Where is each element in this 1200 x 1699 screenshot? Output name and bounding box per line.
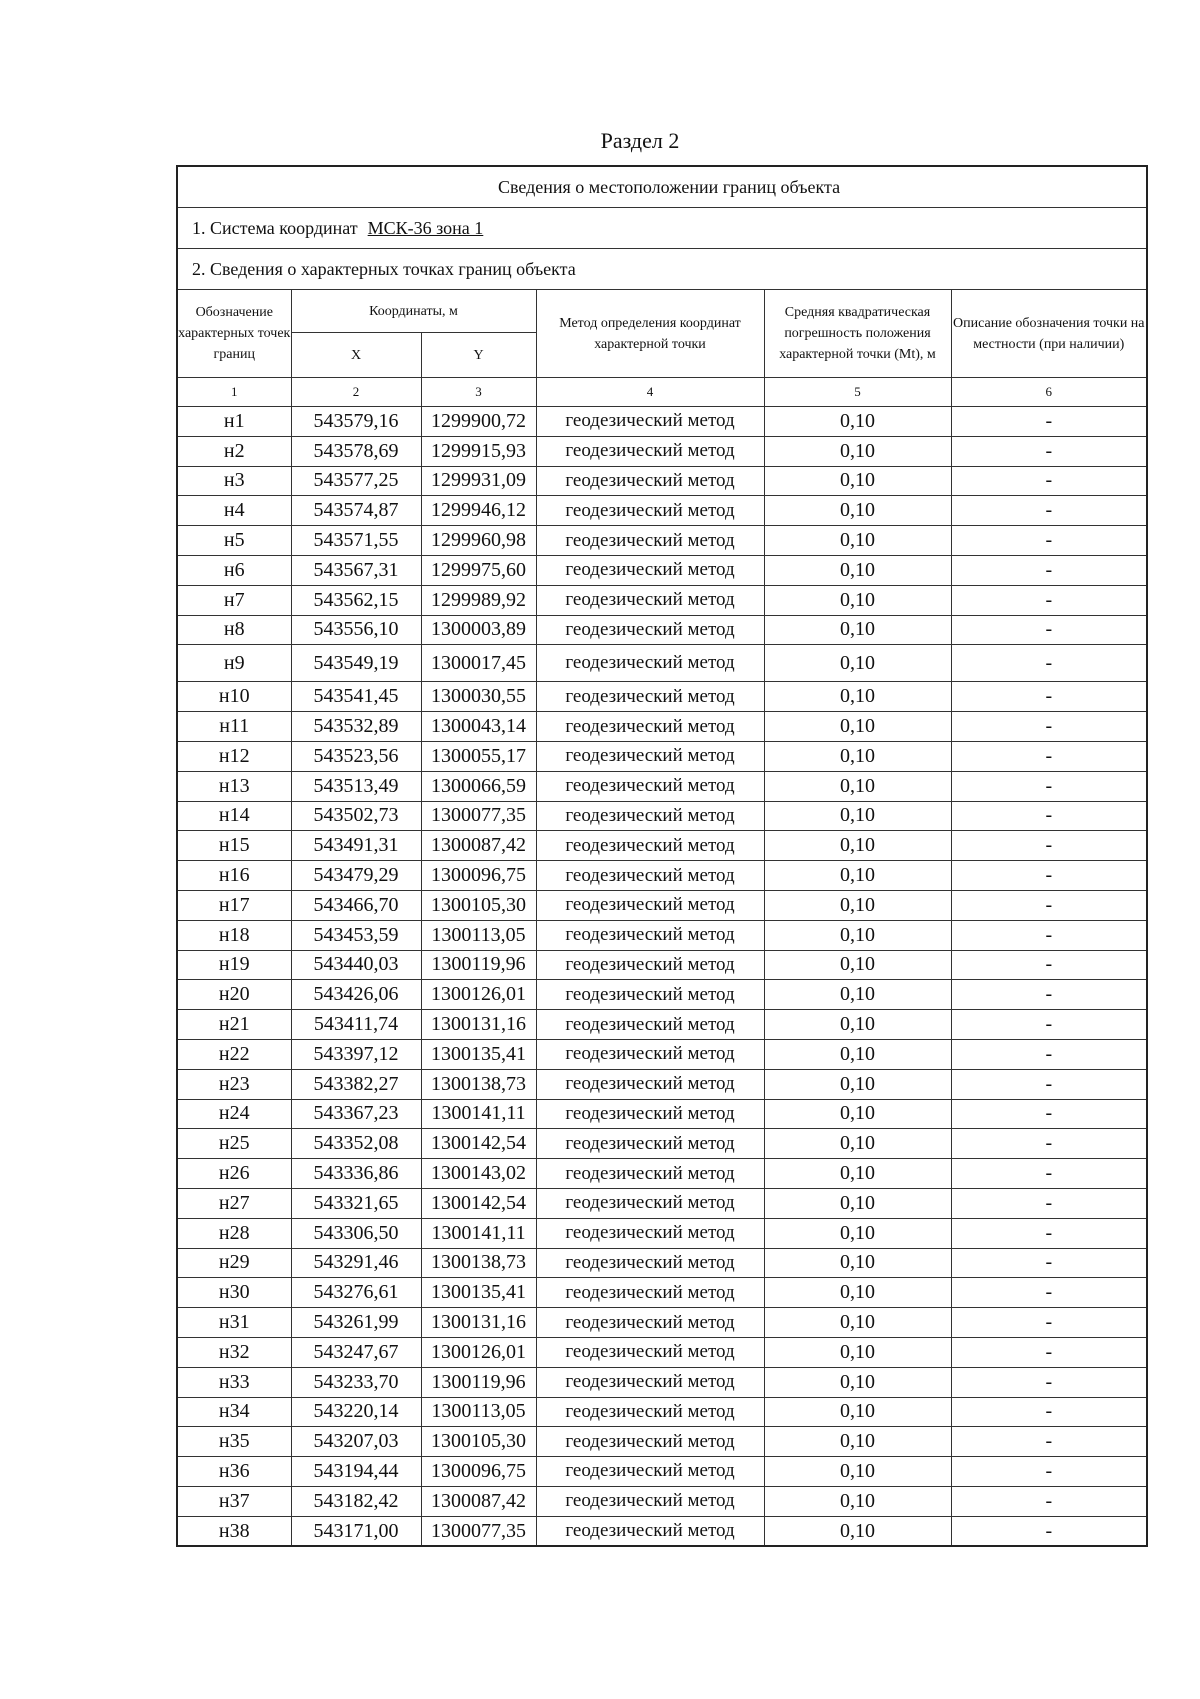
- y-coordinate-cell: 1300087,42: [421, 1486, 536, 1516]
- description-cell: -: [951, 712, 1147, 742]
- description-cell: -: [951, 645, 1147, 682]
- point-name-cell: н23: [177, 1069, 291, 1099]
- accuracy-cell: 0,10: [764, 771, 951, 801]
- point-name-cell: н22: [177, 1039, 291, 1069]
- x-coordinate-cell: 543579,16: [291, 407, 421, 437]
- x-coordinate-cell: 543207,03: [291, 1427, 421, 1457]
- accuracy-cell: 0,10: [764, 1099, 951, 1129]
- accuracy-cell: 0,10: [764, 407, 951, 437]
- description-cell: -: [951, 741, 1147, 771]
- method-cell: геодезический метод: [536, 555, 764, 585]
- x-coordinate-cell: 543571,55: [291, 526, 421, 556]
- x-coordinate-cell: 543502,73: [291, 801, 421, 831]
- column-number: 4: [536, 378, 764, 407]
- accuracy-cell: 0,10: [764, 801, 951, 831]
- y-coordinate-cell: 1300131,16: [421, 1308, 536, 1338]
- table-row: [177, 1248, 1147, 1278]
- description-cell: -: [951, 1427, 1147, 1457]
- table-row: [177, 585, 1147, 615]
- table-row: [177, 1099, 1147, 1129]
- method-cell: геодезический метод: [536, 712, 764, 742]
- description-cell: -: [951, 466, 1147, 496]
- y-coordinate-cell: 1299900,72: [421, 407, 536, 437]
- y-coordinate-cell: 1299975,60: [421, 555, 536, 585]
- table-row: [177, 1188, 1147, 1218]
- y-coordinate-cell: 1300066,59: [421, 771, 536, 801]
- table-row: [177, 1278, 1147, 1308]
- method-cell: геодезический метод: [536, 1010, 764, 1040]
- description-cell: -: [951, 980, 1147, 1010]
- x-coordinate-cell: 543577,25: [291, 466, 421, 496]
- description-cell: -: [951, 1099, 1147, 1129]
- method-cell: геодезический метод: [536, 436, 764, 466]
- method-cell: геодезический метод: [536, 741, 764, 771]
- x-coordinate-cell: 543382,27: [291, 1069, 421, 1099]
- x-coordinate-cell: 543276,61: [291, 1278, 421, 1308]
- accuracy-cell: 0,10: [764, 890, 951, 920]
- x-coordinate-cell: 543411,74: [291, 1010, 421, 1040]
- point-name-cell: н25: [177, 1129, 291, 1159]
- table-row: [177, 861, 1147, 891]
- y-coordinate-cell: 1300138,73: [421, 1248, 536, 1278]
- method-cell: геодезический метод: [536, 1069, 764, 1099]
- method-cell: геодезический метод: [536, 1129, 764, 1159]
- x-coordinate-cell: 543247,67: [291, 1337, 421, 1367]
- accuracy-cell: 0,10: [764, 682, 951, 712]
- accuracy-cell: 0,10: [764, 950, 951, 980]
- table-row: [177, 436, 1147, 466]
- accuracy-cell: 0,10: [764, 1337, 951, 1367]
- method-cell: геодезический метод: [536, 585, 764, 615]
- table-row: [177, 1337, 1147, 1367]
- x-coordinate-cell: 543541,45: [291, 682, 421, 712]
- table-row: [177, 890, 1147, 920]
- table-row: [177, 555, 1147, 585]
- table-row: [177, 1039, 1147, 1069]
- point-name-cell: н13: [177, 771, 291, 801]
- point-name-cell: н9: [177, 645, 291, 682]
- point-name-cell: н37: [177, 1486, 291, 1516]
- point-name-cell: н32: [177, 1337, 291, 1367]
- table-row: [177, 980, 1147, 1010]
- y-coordinate-cell: 1300141,11: [421, 1218, 536, 1248]
- y-coordinate-cell: 1300141,11: [421, 1099, 536, 1129]
- x-coordinate-cell: 543426,06: [291, 980, 421, 1010]
- accuracy-cell: 0,10: [764, 980, 951, 1010]
- table-row: [177, 712, 1147, 742]
- x-coordinate-cell: 543220,14: [291, 1397, 421, 1427]
- table-row: [177, 741, 1147, 771]
- accuracy-cell: 0,10: [764, 1278, 951, 1308]
- description-cell: -: [951, 801, 1147, 831]
- description-cell: -: [951, 1516, 1147, 1546]
- x-coordinate-cell: 543194,44: [291, 1457, 421, 1487]
- y-coordinate-cell: 1300142,54: [421, 1188, 536, 1218]
- point-name-cell: н33: [177, 1367, 291, 1397]
- table-row: [177, 1516, 1147, 1546]
- table-row: [177, 526, 1147, 556]
- table-row: [177, 1010, 1147, 1040]
- point-name-cell: н29: [177, 1248, 291, 1278]
- method-cell: геодезический метод: [536, 1308, 764, 1338]
- description-cell: -: [951, 1308, 1147, 1338]
- method-cell: геодезический метод: [536, 526, 764, 556]
- point-name-cell: н1: [177, 407, 291, 437]
- accuracy-cell: 0,10: [764, 861, 951, 891]
- x-coordinate-cell: 543233,70: [291, 1367, 421, 1397]
- accuracy-cell: 0,10: [764, 1486, 951, 1516]
- accuracy-cell: 0,10: [764, 1308, 951, 1338]
- table-title-row: [177, 166, 1147, 208]
- accuracy-cell: 0,10: [764, 920, 951, 950]
- accuracy-cell: 0,10: [764, 1397, 951, 1427]
- header-description: Описание обозначения точки на местности (при наличии): [951, 290, 1147, 378]
- table-row: [177, 1427, 1147, 1457]
- x-coordinate-cell: 543171,00: [291, 1516, 421, 1546]
- x-coordinate-cell: 543321,65: [291, 1188, 421, 1218]
- point-name-cell: н4: [177, 496, 291, 526]
- coord-system-value: МСК-36 зона 1: [367, 217, 484, 238]
- accuracy-cell: 0,10: [764, 526, 951, 556]
- point-name-cell: н17: [177, 890, 291, 920]
- y-coordinate-cell: 1300138,73: [421, 1069, 536, 1099]
- column-number: 5: [764, 378, 951, 407]
- description-cell: -: [951, 1069, 1147, 1099]
- column-number: 2: [291, 378, 421, 407]
- x-coordinate-cell: 543453,59: [291, 920, 421, 950]
- x-coordinate-cell: 543513,49: [291, 771, 421, 801]
- table-row: [177, 831, 1147, 861]
- accuracy-cell: 0,10: [764, 1129, 951, 1159]
- method-cell: геодезический метод: [536, 1099, 764, 1129]
- method-cell: геодезический метод: [536, 1337, 764, 1367]
- method-cell: геодезический метод: [536, 831, 764, 861]
- accuracy-cell: 0,10: [764, 1010, 951, 1040]
- description-cell: -: [951, 682, 1147, 712]
- point-name-cell: н34: [177, 1397, 291, 1427]
- point-name-cell: н2: [177, 436, 291, 466]
- table-row: [177, 801, 1147, 831]
- description-cell: -: [951, 771, 1147, 801]
- point-name-cell: н35: [177, 1427, 291, 1457]
- x-coordinate-cell: 543352,08: [291, 1129, 421, 1159]
- x-coordinate-cell: 543182,42: [291, 1486, 421, 1516]
- description-cell: -: [951, 1010, 1147, 1040]
- accuracy-cell: 0,10: [764, 712, 951, 742]
- x-coordinate-cell: 543306,50: [291, 1218, 421, 1248]
- accuracy-cell: 0,10: [764, 1248, 951, 1278]
- method-cell: геодезический метод: [536, 801, 764, 831]
- x-coordinate-cell: 543367,23: [291, 1099, 421, 1129]
- y-coordinate-cell: 1300135,41: [421, 1278, 536, 1308]
- accuracy-cell: 0,10: [764, 1427, 951, 1457]
- table-row: [177, 645, 1147, 682]
- method-cell: геодезический метод: [536, 615, 764, 645]
- table-row: [177, 950, 1147, 980]
- table-row: [177, 496, 1147, 526]
- point-name-cell: н20: [177, 980, 291, 1010]
- description-cell: -: [951, 1457, 1147, 1487]
- point-name-cell: н27: [177, 1188, 291, 1218]
- description-cell: -: [951, 1129, 1147, 1159]
- accuracy-cell: 0,10: [764, 555, 951, 585]
- table-row: [177, 1367, 1147, 1397]
- table-row: [177, 682, 1147, 712]
- accuracy-cell: 0,10: [764, 1159, 951, 1189]
- method-cell: геодезический метод: [536, 407, 764, 437]
- description-cell: -: [951, 950, 1147, 980]
- description-cell: -: [951, 920, 1147, 950]
- coord-system-row: [177, 208, 1147, 249]
- point-name-cell: н5: [177, 526, 291, 556]
- method-cell: геодезический метод: [536, 1159, 764, 1189]
- table-row: [177, 1218, 1147, 1248]
- method-cell: геодезический метод: [536, 645, 764, 682]
- y-coordinate-cell: 1299931,09: [421, 466, 536, 496]
- y-coordinate-cell: 1299989,92: [421, 585, 536, 615]
- accuracy-cell: 0,10: [764, 645, 951, 682]
- description-cell: -: [951, 1486, 1147, 1516]
- header-point: Обозначение характерных точек границ: [177, 290, 291, 378]
- y-coordinate-cell: 1300126,01: [421, 1337, 536, 1367]
- description-cell: -: [951, 436, 1147, 466]
- y-coordinate-cell: 1300096,75: [421, 861, 536, 891]
- header-y: Y: [421, 333, 536, 378]
- y-coordinate-cell: 1300096,75: [421, 1457, 536, 1487]
- column-number: 6: [951, 378, 1147, 407]
- method-cell: геодезический метод: [536, 682, 764, 712]
- description-cell: -: [951, 861, 1147, 891]
- accuracy-cell: 0,10: [764, 1516, 951, 1546]
- y-coordinate-cell: 1300055,17: [421, 741, 536, 771]
- x-coordinate-cell: 543532,89: [291, 712, 421, 742]
- boundary-points-table: [176, 165, 1148, 1547]
- description-cell: -: [951, 526, 1147, 556]
- accuracy-cell: 0,10: [764, 496, 951, 526]
- column-number: 3: [421, 378, 536, 407]
- y-coordinate-cell: 1299946,12: [421, 496, 536, 526]
- header-method: Метод определения координат характерной точки: [536, 290, 764, 378]
- method-cell: геодезический метод: [536, 980, 764, 1010]
- y-coordinate-cell: 1300077,35: [421, 1516, 536, 1546]
- header-x: X: [291, 333, 421, 378]
- x-coordinate-cell: 543578,69: [291, 436, 421, 466]
- point-name-cell: н36: [177, 1457, 291, 1487]
- method-cell: геодезический метод: [536, 950, 764, 980]
- description-cell: -: [951, 831, 1147, 861]
- table-row: [177, 615, 1147, 645]
- accuracy-cell: 0,10: [764, 436, 951, 466]
- point-name-cell: н16: [177, 861, 291, 891]
- method-cell: геодезический метод: [536, 1367, 764, 1397]
- y-coordinate-cell: 1300105,30: [421, 1427, 536, 1457]
- x-coordinate-cell: 543291,46: [291, 1248, 421, 1278]
- y-coordinate-cell: 1300143,02: [421, 1159, 536, 1189]
- point-name-cell: н31: [177, 1308, 291, 1338]
- table-row: [177, 1069, 1147, 1099]
- y-coordinate-cell: 1300135,41: [421, 1039, 536, 1069]
- header-error: Средняя квадратическая погрешность положения характерной точки (Mt), м: [764, 290, 951, 378]
- column-numbers-row: [177, 378, 1147, 407]
- y-coordinate-cell: 1300077,35: [421, 801, 536, 831]
- point-name-cell: н38: [177, 1516, 291, 1546]
- method-cell: геодезический метод: [536, 1039, 764, 1069]
- y-coordinate-cell: 1300030,55: [421, 682, 536, 712]
- method-cell: геодезический метод: [536, 1516, 764, 1546]
- description-cell: -: [951, 1337, 1147, 1367]
- point-name-cell: н30: [177, 1278, 291, 1308]
- section-title: Раздел 2: [600, 128, 680, 153]
- x-coordinate-cell: 543397,12: [291, 1039, 421, 1069]
- points-heading: 2. Сведения о характерных точках границ объекта: [177, 249, 1147, 290]
- accuracy-cell: 0,10: [764, 741, 951, 771]
- accuracy-cell: 0,10: [764, 1457, 951, 1487]
- point-name-cell: н15: [177, 831, 291, 861]
- accuracy-cell: 0,10: [764, 466, 951, 496]
- description-cell: -: [951, 1039, 1147, 1069]
- accuracy-cell: 0,10: [764, 1188, 951, 1218]
- point-name-cell: н14: [177, 801, 291, 831]
- method-cell: геодезический метод: [536, 1218, 764, 1248]
- description-cell: -: [951, 1367, 1147, 1397]
- y-coordinate-cell: 1300126,01: [421, 980, 536, 1010]
- method-cell: геодезический метод: [536, 920, 764, 950]
- description-cell: -: [951, 1397, 1147, 1427]
- point-name-cell: н24: [177, 1099, 291, 1129]
- method-cell: геодезический метод: [536, 1248, 764, 1278]
- accuracy-cell: 0,10: [764, 585, 951, 615]
- table-row: [177, 1457, 1147, 1487]
- method-cell: геодезический метод: [536, 1278, 764, 1308]
- table-row: [177, 407, 1147, 437]
- y-coordinate-cell: 1299960,98: [421, 526, 536, 556]
- method-cell: геодезический метод: [536, 771, 764, 801]
- coord-system-label: 1. Система координат: [192, 217, 358, 238]
- point-name-cell: н21: [177, 1010, 291, 1040]
- y-coordinate-cell: 1300043,14: [421, 712, 536, 742]
- method-cell: геодезический метод: [536, 1188, 764, 1218]
- method-cell: геодезический метод: [536, 1457, 764, 1487]
- point-name-cell: н3: [177, 466, 291, 496]
- accuracy-cell: 0,10: [764, 1069, 951, 1099]
- point-name-cell: н26: [177, 1159, 291, 1189]
- column-number: 1: [177, 378, 291, 407]
- point-name-cell: н12: [177, 741, 291, 771]
- description-cell: -: [951, 615, 1147, 645]
- description-cell: -: [951, 1188, 1147, 1218]
- point-name-cell: н10: [177, 682, 291, 712]
- x-coordinate-cell: 543549,19: [291, 645, 421, 682]
- description-cell: -: [951, 1218, 1147, 1248]
- table-row: [177, 1397, 1147, 1427]
- x-coordinate-cell: 543523,56: [291, 741, 421, 771]
- coord-system-cell: [177, 208, 1147, 249]
- table-row: [177, 1159, 1147, 1189]
- point-name-cell: н7: [177, 585, 291, 615]
- points-heading-row: [177, 249, 1147, 290]
- description-cell: -: [951, 1159, 1147, 1189]
- description-cell: -: [951, 1248, 1147, 1278]
- y-coordinate-cell: 1300113,05: [421, 1397, 536, 1427]
- y-coordinate-cell: 1300105,30: [421, 890, 536, 920]
- table-row: [177, 466, 1147, 496]
- point-name-cell: н6: [177, 555, 291, 585]
- description-cell: -: [951, 555, 1147, 585]
- y-coordinate-cell: 1300113,05: [421, 920, 536, 950]
- point-name-cell: н19: [177, 950, 291, 980]
- method-cell: геодезический метод: [536, 496, 764, 526]
- table-row: [177, 771, 1147, 801]
- method-cell: геодезический метод: [536, 1397, 764, 1427]
- table-title: Сведения о местоположении границ объекта: [177, 166, 1147, 208]
- header-row-1: [177, 290, 1147, 333]
- method-cell: геодезический метод: [536, 1427, 764, 1457]
- point-name-cell: н28: [177, 1218, 291, 1248]
- y-coordinate-cell: 1300119,96: [421, 1367, 536, 1397]
- accuracy-cell: 0,10: [764, 615, 951, 645]
- accuracy-cell: 0,10: [764, 1218, 951, 1248]
- table-row: [177, 1129, 1147, 1159]
- description-cell: -: [951, 1278, 1147, 1308]
- x-coordinate-cell: 543574,87: [291, 496, 421, 526]
- accuracy-cell: 0,10: [764, 831, 951, 861]
- x-coordinate-cell: 543491,31: [291, 831, 421, 861]
- y-coordinate-cell: 1300003,89: [421, 615, 536, 645]
- accuracy-cell: 0,10: [764, 1039, 951, 1069]
- accuracy-cell: 0,10: [764, 1367, 951, 1397]
- table-row: [177, 1486, 1147, 1516]
- x-coordinate-cell: 543336,86: [291, 1159, 421, 1189]
- y-coordinate-cell: 1300142,54: [421, 1129, 536, 1159]
- y-coordinate-cell: 1300131,16: [421, 1010, 536, 1040]
- y-coordinate-cell: 1300017,45: [421, 645, 536, 682]
- description-cell: -: [951, 496, 1147, 526]
- point-name-cell: н18: [177, 920, 291, 950]
- x-coordinate-cell: 543479,29: [291, 861, 421, 891]
- method-cell: геодезический метод: [536, 466, 764, 496]
- x-coordinate-cell: 543466,70: [291, 890, 421, 920]
- method-cell: геодезический метод: [536, 861, 764, 891]
- x-coordinate-cell: 543440,03: [291, 950, 421, 980]
- header-coords: Координаты, м: [291, 290, 536, 333]
- y-coordinate-cell: 1299915,93: [421, 436, 536, 466]
- y-coordinate-cell: 1300087,42: [421, 831, 536, 861]
- x-coordinate-cell: 543556,10: [291, 615, 421, 645]
- point-name-cell: н11: [177, 712, 291, 742]
- table-row: [177, 920, 1147, 950]
- description-cell: -: [951, 407, 1147, 437]
- description-cell: -: [951, 585, 1147, 615]
- y-coordinate-cell: 1300119,96: [421, 950, 536, 980]
- description-cell: -: [951, 890, 1147, 920]
- x-coordinate-cell: 543562,15: [291, 585, 421, 615]
- method-cell: геодезический метод: [536, 1486, 764, 1516]
- point-name-cell: н8: [177, 615, 291, 645]
- table-row: [177, 1308, 1147, 1338]
- x-coordinate-cell: 543567,31: [291, 555, 421, 585]
- method-cell: геодезический метод: [536, 890, 764, 920]
- x-coordinate-cell: 543261,99: [291, 1308, 421, 1338]
